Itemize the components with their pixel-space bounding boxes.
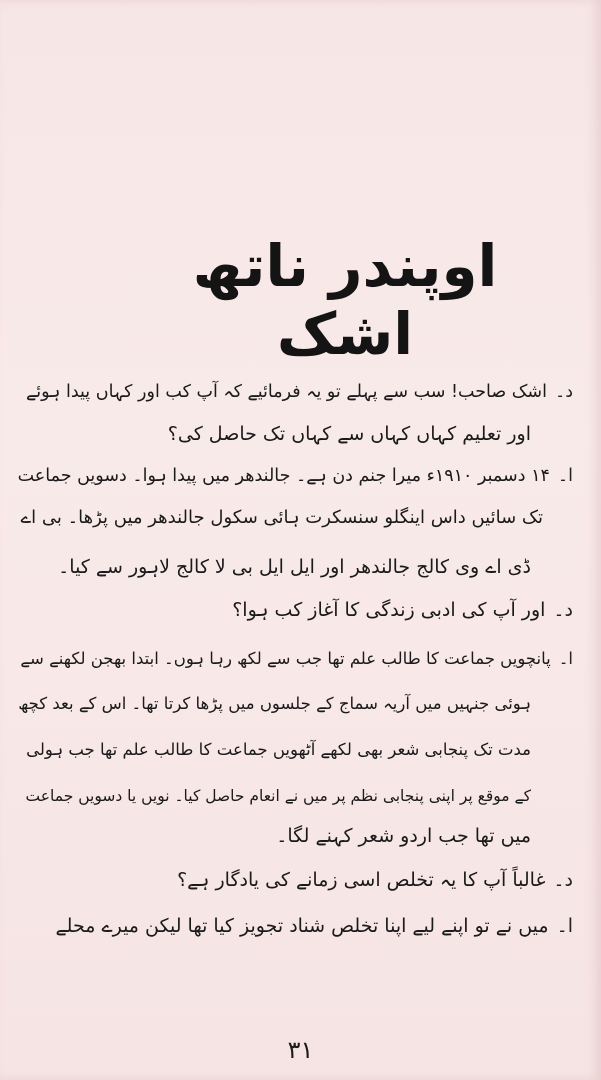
text-line <box>26 782 539 810</box>
line-text: میں تھا جب اردو شعر کہنے لگا۔ <box>276 825 531 847</box>
page-number: ۳۱ <box>287 1036 314 1064</box>
text-line <box>26 378 573 406</box>
text-line <box>58 553 539 581</box>
text-line <box>26 736 539 764</box>
line-text: میں نے تو اپنے لیے اپنا تخلص شناد تجویز کیا تھا لیکن میرے محلے <box>55 915 549 937</box>
text-line <box>177 866 573 894</box>
text-line <box>21 504 551 532</box>
speaker-marker: ا۔ <box>556 915 573 937</box>
text-line <box>232 596 573 624</box>
line-text: ہوئی جنہیں میں آریہ سماج کے جلسوں میں پڑھا کرتا تھا۔ اس کے بعد کچھ <box>18 694 531 713</box>
speaker-marker: د۔ <box>553 869 573 891</box>
line-text: غالباً آپ کا یہ تخلص اسی زمانے کی یادگار ہے؟ <box>177 869 546 891</box>
line-text: مدت تک پنجابی شعر بھی لکھے آٹھویں جماعت کا طالب علم تھا جب ہولی <box>26 740 531 759</box>
line-text: اور تعلیم کہاں کہاں سے کہاں تک حاصل کی؟ <box>167 423 531 445</box>
text-line <box>18 690 539 718</box>
line-text: ڈی اے وی کالج جالندھر اور ایل ایل بی لا کالج لاہور سے کیا۔ <box>58 556 531 578</box>
text-line <box>20 645 573 673</box>
line-text: اشک صاحب! سب سے پہلے تو یہ فرمائیے کہ آپ کب اور کہاں پیدا ہوئے <box>25 382 547 402</box>
speaker-marker: د۔ <box>554 382 573 402</box>
text-line <box>168 420 539 448</box>
text-line <box>276 822 539 850</box>
page-title: اوپندر ناتھ اشک <box>192 232 498 368</box>
speaker-marker: ا۔ <box>558 649 573 668</box>
speaker-marker: د۔ <box>553 599 573 621</box>
speaker-marker: ا۔ <box>557 466 573 486</box>
text-line <box>56 912 573 940</box>
line-text: تک سائیں داس اینگلو سنسکرت ہائی سکول جالندھر میں پڑھا۔ بی اے <box>20 507 543 528</box>
line-text: اور آپ کی ادبی زندگی کا آغاز کب ہوا؟ <box>232 599 546 621</box>
line-text: پانچویں جماعت کا طالب علم تھا جب سے لکھ رہا ہوں۔ ابتدا بھجن لکھنے سے <box>20 649 551 668</box>
line-text: ۱۴ دسمبر ۱۹۱۰ء میرا جنم دن ہے۔ جالندھر میں پیدا ہوا۔ دسویں جماعت <box>17 466 550 486</box>
line-text: کے موقع پر اپنی پنجابی نظم پر میں نے انعام حاصل کیا۔ نویں یا دسویں جماعت <box>25 787 531 805</box>
text-line <box>18 462 573 490</box>
